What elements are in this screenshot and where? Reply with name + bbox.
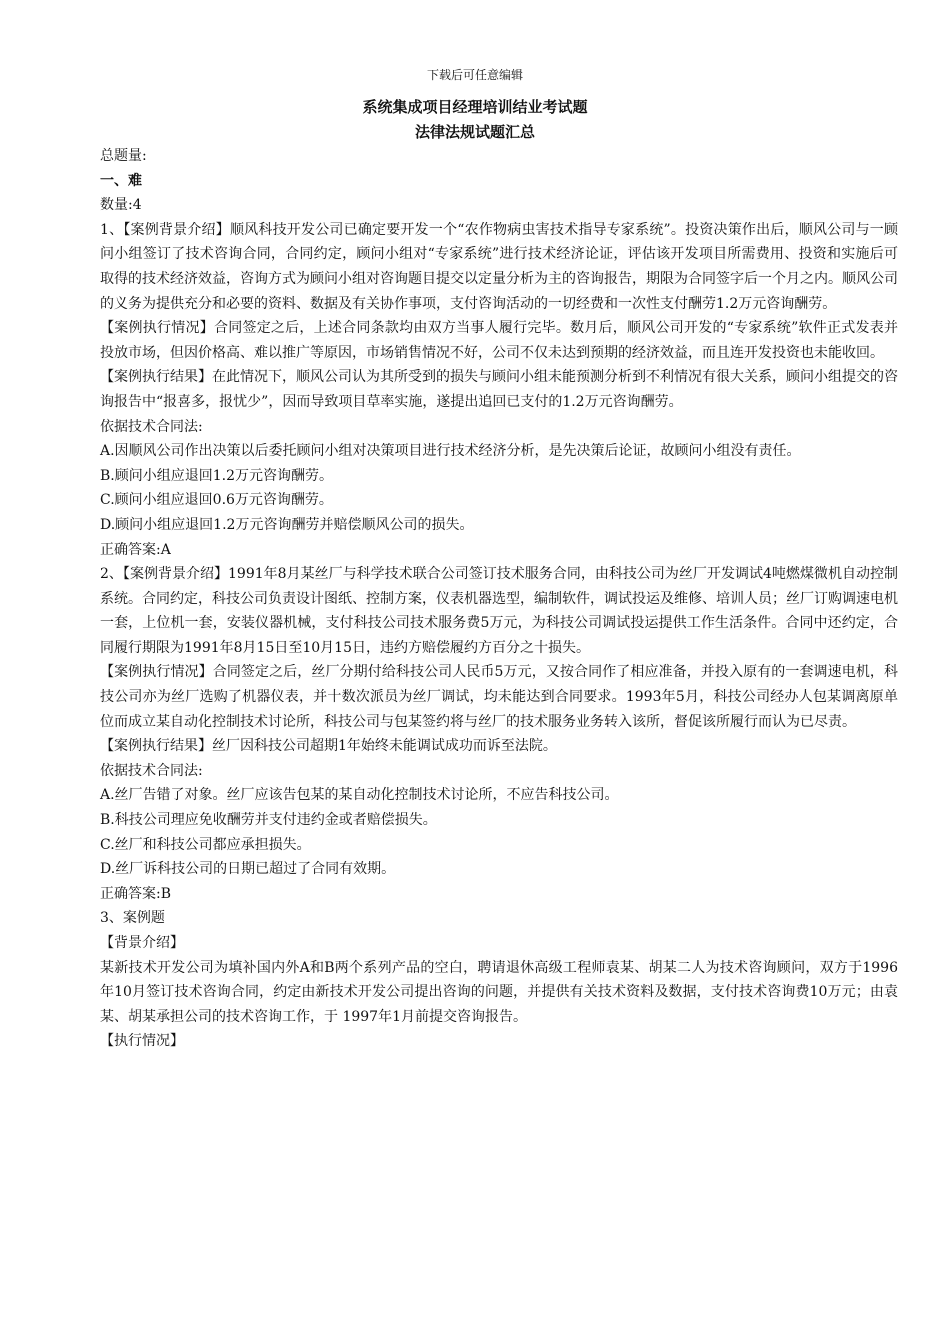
q3-background-heading: 【背景介绍】 — [100, 935, 184, 951]
q2-option-c: C.丝厂和科技公司都应承担损失。 — [100, 836, 311, 853]
q1-background: 1、【案例背景介绍】顺风科技开发公司已确定要开发一个“农作物病虫害技术指导专家系统”。投资决策作出后，顺风公司与一顾问小组签订了技术咨询合同，合同约定，顾问小组对“专家系统”进行技术经济论证，评估该开发项目所需费用、投资和实施后可取得的技术经济效益，咨询方式为顾问小组对咨询题目提交以定量分析为主的咨询报告，期限为合同签字后一个月之内。顺风公司的义务为提供充分和必要的资料、数据及有关协作事项，支付咨询活动的一切经费和一次性支付酬劳1.2万元咨询酬劳。 — [100, 221, 898, 312]
document-subtitle: 法律法规试题汇总 — [414, 123, 535, 141]
q2-result: 【案例执行结果】丝厂因科技公司超期1年始终未能调试成功而诉至法院。 — [100, 738, 557, 755]
header-note: 下载后可任意编辑 — [426, 68, 523, 82]
q1-execution: 【案例执行情况】合同签定之后，上述合同条款均由双方当事人履行完毕。数月后，顺风公司开发的“专家系统”软件正式发表并投放市场，但因价格高、难以推广等原因，市场销售情况不好，公司不仅未达到预期的经济效益，而且连开发投资也未能收回。 — [100, 320, 898, 361]
q2-execution: 【案例执行情况】合同签定之后，丝厂分期付给科技公司人民币5万元，又按合同作了相应准备，并投入原有的一套调速电机，科技公司亦为丝厂选购了机器仪表，并十数次派员为丝厂调试，均未能达到合同要求。1993年5月，科技公司经办人包某调离原单位而成立某自动化控制技术讨论所，科技公司与包某签约将与丝厂的技术服务业务转入该所，督促该所履行而认为已尽责。 — [100, 664, 898, 730]
q2-option-d: D.丝厂诉科技公司的日期已超过了合同有效期。 — [100, 861, 396, 878]
q2-option-a: A.丝厂告错了对象。丝厂应该告包某的某自动化控制技术讨论所，不应告科技公司。 — [100, 787, 619, 804]
q2-answer: 正确答案:B — [100, 885, 172, 902]
q3-background: 某新技术开发公司为填补国内外A和B两个系列产品的空白，聘请退休高级工程师袁某、胡某二人为技术咨询顾问，双方于1996年10月签订技术咨询合同，约定由新技术开发公司提出咨询的问题，并提供有关技术资料及数据，支付技术咨询费10万元；由袁某、胡某承担公司的技术咨询工作，于 1997年1月前提交咨询报告。 — [100, 959, 898, 1025]
q1-option-b: B.顾问小组应退回1.2万元咨询酬劳。 — [100, 467, 334, 484]
document-body — [100, 144, 898, 1054]
q1-option-d: D.顾问小组应退回1.2万元咨询酬劳并赔偿顺风公司的损失。 — [100, 516, 474, 533]
question-count: 数量:4 — [100, 197, 142, 214]
q2-basis: 依据技术合同法: — [100, 762, 203, 779]
q1-answer: 正确答案:A — [100, 541, 171, 558]
q1-option-c: C.顾问小组应退回0.6万元咨询酬劳。 — [100, 492, 333, 509]
q3-heading: 3、案例题 — [100, 910, 165, 927]
q2-background: 2、【案例背景介绍】1991年8月某丝厂与科学技术联合公司签订技术服务合同，由科技公司为丝厂开发调试4吨燃煤微机自动控制系统。合同约定，科技公司负责设计图纸、控制方案，仪表机器选型，编制软件，调试投运及维修、培训人员；丝厂订购调速电机一套，上位机一套，安装仪器机械，支付科技公司技术服务费5万元，为科技公司调试投运提供工作生活条件。合同中还约定，合同履行期限为1991年8月15日至10月15日，违约方赔偿履约方百分之十损失。 — [100, 566, 898, 656]
q3-execution-heading: 【执行情况】 — [100, 1033, 184, 1050]
q1-basis: 依据技术合同法: — [100, 418, 203, 435]
document-title: 系统集成项目经理培训结业考试题 — [362, 98, 588, 116]
q1-option-a: A.因顺风公司作出决策以后委托顾问小组对决策项目进行技术经济分析，是先决策后论证，故顾问小组没有责任。 — [100, 443, 801, 460]
q2-option-b: B.科技公司理应免收酬劳并支付违约金或者赔偿损失。 — [100, 812, 437, 829]
section-heading: 一、难 — [100, 172, 142, 189]
total-count-label: 总题量: — [100, 148, 147, 164]
q1-result: 【案例执行结果】在此情况下，顺风公司认为其所受到的损失与顾问小组未能预测分析到不利情况有很大关系，顾问小组提交的咨询报告中“报喜多，报忧少”，因而导致项目草率实施，遂提出追回已支付的1.2万元咨询酬劳。 — [100, 369, 898, 410]
